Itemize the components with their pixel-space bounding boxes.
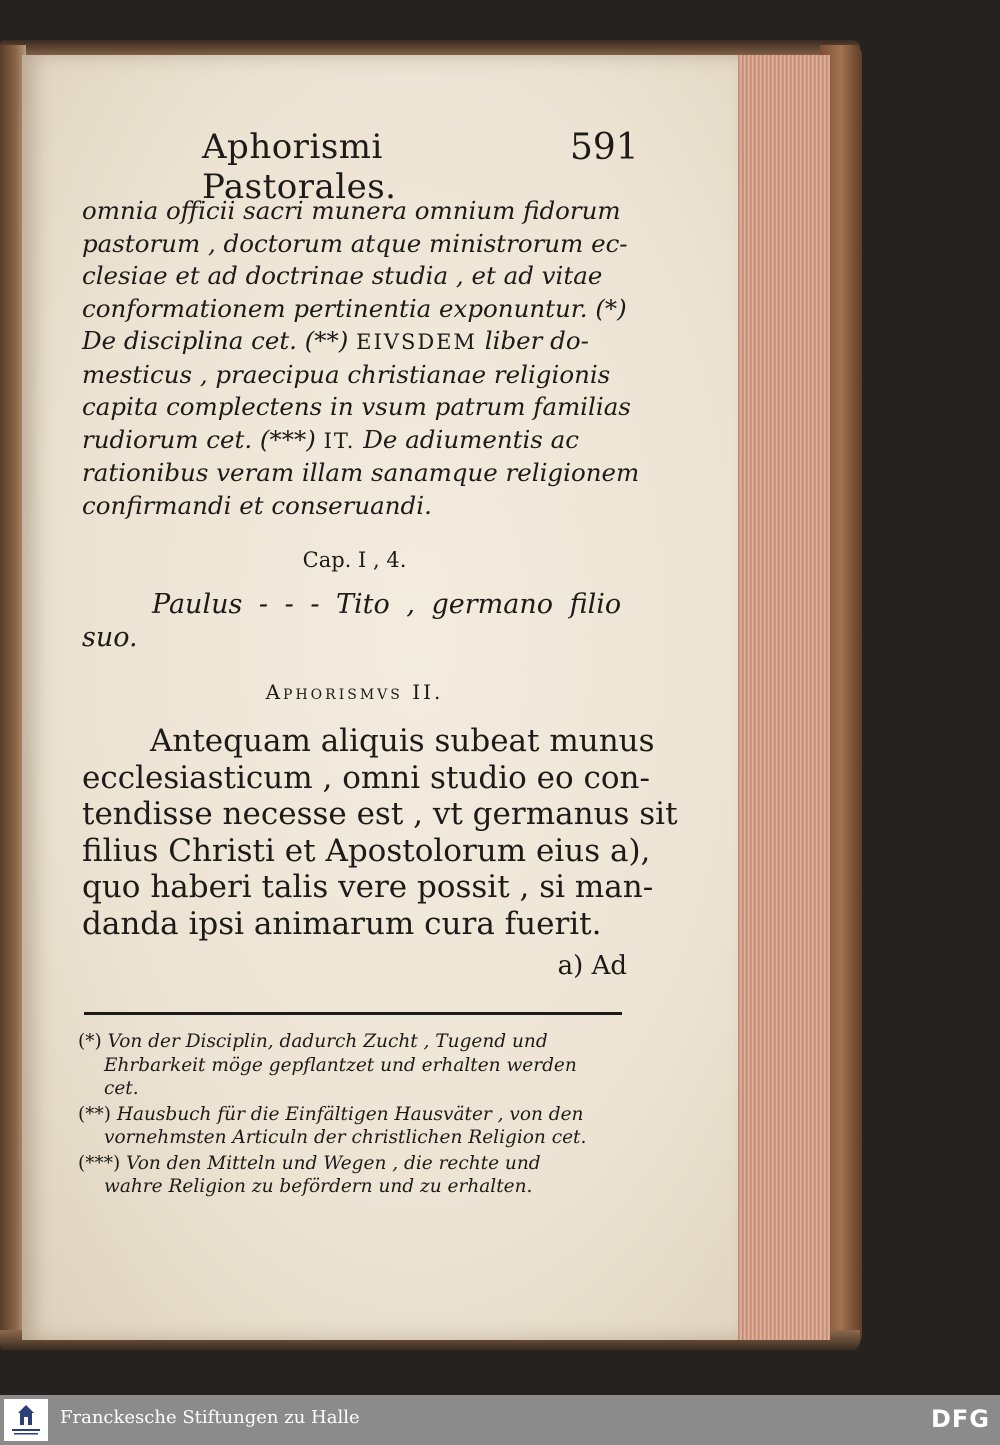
author-name: EIVSDEM [356,330,478,354]
text-line: suo. [82,622,138,653]
footnote-line: wahre Religion zu befördern und zu erhalten. [104,1176,533,1197]
text-fragment: liber do- [477,326,589,355]
text-line [82,325,627,359]
footnote-line: Von der Disciplin, dadurch Zucht , Tugend und [107,1031,548,1052]
page-number: 591 [570,127,639,168]
text-line: Antequam aliquis subeat munus [150,723,655,759]
text-line: conformationem pertinentia exponuntur. (*) [82,293,627,323]
footnote-marker: (**) [78,1103,111,1125]
text-line: confirmandi et conseruandi. [82,490,432,520]
footnote-marker: (***) [78,1152,121,1174]
catchword: a) Ad [557,951,627,981]
running-head: Aphorismi Pastorales. [202,127,397,207]
chapter-reference: Cap. I , 4. [302,548,407,572]
footnote-marker: (*) [78,1031,102,1052]
text-line: clesiae et ad doctrinae studia , et ad vitae [82,261,603,290]
footnote-line: Hausbuch für die Einfältigen Hausväter , von den [116,1103,584,1125]
intro-paragraph [82,195,640,522]
text-fragment: rudiorum cet. (***) [82,424,324,454]
footnote-line: cet. [104,1078,139,1099]
footnote-line: Ehrbarkeit möge gepflantzet und erhalten werden [104,1054,577,1076]
item-abbrev: IT. [323,428,356,453]
footnote [78,1030,628,1101]
text-line: mesticus , praecipua christianae religionis [82,359,611,389]
footnote [78,1152,628,1199]
text-fragment: De adiumentis ac [355,424,579,454]
page-edges [735,55,830,1340]
footnote-line: vornehmsten Articuln der christlichen Religion cet. [104,1127,587,1148]
scripture-quote [82,588,627,654]
aphorism-body [82,723,678,942]
footnote-line: Von den Mitteln und Wegen , die rechte und [126,1152,541,1174]
text-line: capita complectens in vsum patrum familias [82,392,631,421]
text-line: tendisse necesse est , vt germanus sit [82,796,678,832]
footnote-rule [84,1012,622,1015]
text-line: pastorum , doctorum atque ministrorum ec- [82,228,628,258]
dfg-logo[interactable]: DFG [930,1405,990,1433]
text-line [82,424,627,458]
footnote [78,1103,628,1150]
book-page [22,55,738,1340]
text-line: quo haberi talis vere possit , si man- [82,869,654,905]
text-line: omnia officii sacri munera omnium fidorum [82,196,621,225]
text-fragment: De disciplina cet. (**) [82,326,357,355]
logo-graphic [4,1399,48,1441]
text-line: rationibus veram illam sanamque religionem [82,458,640,487]
aphorism-heading: Aphorismvs II. [265,680,444,704]
institution-link[interactable]: Franckesche Stiftungen zu Halle [60,1407,360,1428]
text-line: danda ipsi animarum cura fuerit. [82,905,602,942]
franckesche-stiftungen-logo-icon[interactable] [4,1399,48,1441]
footnotes [78,1030,628,1201]
text-line: Paulus - - - Tito , germano filio [152,589,622,620]
text-line: ecclesiasticum , omni studio eo con- [82,759,650,796]
footer-bar [0,1395,1000,1445]
text-line: filius Christi et Apostolorum eius a), [82,832,651,869]
